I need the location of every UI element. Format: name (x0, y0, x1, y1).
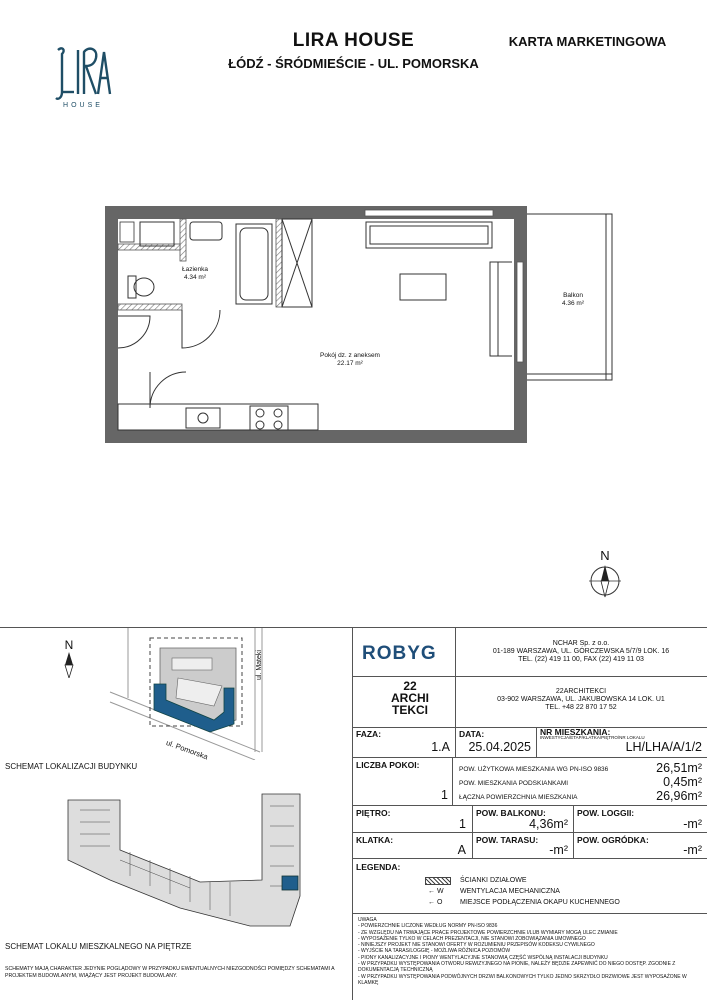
divider (472, 805, 473, 858)
data-value: 25.04.2025 (468, 740, 531, 754)
total-area-label: ŁĄCZNA POWIERZCHNIA MIESZKANIA (459, 794, 578, 801)
staircase-value: A (457, 843, 466, 857)
floor-schema-caption: SCHEMAT LOKALU MIESZKALNEGO NA PIĘTRZE (5, 942, 192, 951)
hood-connection-icon: ← O (428, 899, 443, 906)
faza-label: FAZA: (356, 729, 382, 739)
street-label-mateki: ul. Mateki (256, 650, 263, 680)
architect-logo-line-2: ARCHI (391, 691, 429, 705)
divider (455, 727, 456, 757)
north-arrow-icon (587, 548, 623, 604)
architect-address: 03-902 WARSZAWA, UL. JAKUBOWSKA 14 LOK. U1 (497, 696, 665, 703)
location-caption: SCHEMAT LOKALIZACJI BUDYNKU (5, 762, 138, 771)
garden-area-value: -m² (683, 843, 702, 857)
street-label-pomorska: ul. Pomorska (164, 738, 210, 762)
room-living-area: 22.17 m² (337, 360, 363, 367)
notes-line: - NINIEJSZY PROJEKT NIE STANOWI OFERTY W ROZUMIENIU PRZEPISÓW KODEKSU CYWILNEGO (358, 942, 595, 949)
usable-area-value: 26,51m² (656, 761, 702, 775)
ventilation-icon: ← W (428, 888, 444, 895)
notes-line: - PIONY KANALIZACYJNE I PIONY WENTYLACYJNE STANOWIĄ CZĘŚĆ WSPÓLNĄ INSTALACJI BUDYNKU (358, 954, 608, 961)
developer-phone: TEL. (22) 419 11 00, FAX (22) 419 11 03 (518, 656, 644, 663)
location-north-arrow-icon (62, 638, 76, 682)
notes-line: - WYPOSAŻENIE TYLKO W CELACH PREZENTACJI, NIE STANOWI ZOBOWIĄZANIA UMOWNEGO (358, 935, 586, 942)
partition-wall-icon (425, 877, 451, 885)
data-label: DATA: (459, 729, 485, 739)
developer-name: NCHAR Sp. z o.o. (552, 640, 610, 647)
divider (352, 805, 707, 806)
faza-value: 1.A (431, 740, 450, 754)
divider (352, 832, 707, 833)
nr-sublabel: INWESTYCJA/ETAP/KLATKA/PIĘTRO/NR LOKALU (540, 735, 645, 740)
floor-schema-map (0, 776, 352, 932)
notes-title: UWAGA (358, 917, 377, 923)
notes-line: - POWIERZCHNIE LICZONE WEDŁUG NORMY PN-ISO 9836 (358, 923, 498, 930)
robyg-logo: ROBYG (362, 643, 437, 664)
divider (352, 913, 707, 914)
nr-label: NR MIESZKANIA: (540, 727, 611, 737)
room-bathroom-name: Łazienka (181, 266, 209, 273)
garden-area-label: POW. OGRÓDKA: (577, 835, 649, 845)
divider (536, 727, 537, 757)
staircase-label: KLATKA: (356, 835, 394, 845)
architect-logo-line-1: 22 (403, 679, 417, 693)
notes-line: - W PRZYPADKU WYSTĘPOWANIA OTWORU REWIZYJNEGO NA PIONIE, NALEŻY BĘDZIE ZAPEWNIĆ DO NIEGO DOSTĘP. ZGODNIE Z DOKUMENTACJĄ TECHNICZNĄ (358, 961, 676, 974)
balcony-area-label: POW. BALKONU: (476, 808, 546, 818)
developer-address: 01-189 WARSZAWA, UL. GÓRCZEWSKA 5/7/9 LOK. 16 (492, 648, 670, 655)
legend-item-ventilation: WENTYLACJA MECHANICZNA (460, 888, 560, 895)
legend-title: LEGENDA: (356, 862, 401, 872)
divider (573, 805, 574, 858)
legend-item-partition: ŚCIANKI DZIAŁOWE (460, 877, 527, 884)
divider (352, 757, 707, 758)
under-slope-area-label: POW. MIESZKANIA PODSKIANKAMI (459, 780, 569, 787)
room-bathroom-area: 4.34 m² (183, 274, 207, 281)
architect-phone: TEL. +48 22 870 17 52 (545, 704, 617, 711)
room-living-name: Pokój dz. z aneksem (320, 352, 380, 359)
floor-value: 1 (459, 817, 466, 831)
nr-value: LH/LHA/A/1/2 (625, 740, 702, 754)
terrace-area-value: -m² (549, 843, 568, 857)
architect-logo (385, 680, 435, 716)
total-area-value: 26,96m² (656, 789, 702, 803)
terrace-area-label: POW. TARASU: (476, 835, 539, 845)
divider (352, 676, 707, 677)
logo-subtext: HOUSE (63, 102, 103, 109)
rooms-count-value: 1 (441, 788, 448, 802)
schema-disclaimer: SCHEMATY MAJĄ CHARAKTER JEDYNIE POGLĄDOWY W PRZYPADKU EWENTUALNYCH NIEZGODNOŚCI POMIĘDZY SCHEMATAMI A PROJEKTEM BUDOWLANYM, WIĄŻĄCY JEST PROJEKT BUDOWLANY. (5, 966, 335, 979)
project-address: ŁÓDŹ - ŚRÓDMIEŚCIE - UL. POMORSKA (228, 56, 479, 71)
divider (352, 627, 353, 1000)
architect-name: 22ARCHITEKCI (555, 688, 607, 695)
location-north-label: N (64, 638, 74, 652)
divider (452, 757, 453, 805)
divider (352, 727, 707, 728)
loggia-area-value: -m² (683, 817, 702, 831)
architect-logo-line-3: TEKCI (392, 703, 428, 717)
rooms-count-label: LICZBA POKOI: (356, 760, 420, 770)
divider (352, 858, 707, 859)
notes-block (358, 917, 703, 986)
balcony-area-value: 4,36m² (529, 817, 568, 831)
legend-item-hood: MIEJSCE PODŁĄCZENIA OKAPU KUCHENNEGO (460, 899, 620, 906)
room-balcony-area: 4.36 m² (561, 300, 585, 307)
project-title: LIRA HOUSE (292, 30, 415, 51)
notes-line: - ZE WZGLĘDU NA TRWAJĄCE PRACE PROJEKTOWE POWIERZCHNIE I/LUB WYMIARY MOGĄ ULEC ZMIANIE (358, 929, 618, 936)
card-type: KARTA MARKETINGOWA (508, 34, 667, 49)
loggia-area-label: POW. LOGGII: (577, 808, 635, 818)
usable-area-label: POW. UŻYTKOWA MIESZKANIA WG PN-ISO 9836 (459, 766, 609, 773)
room-balcony-name: Balkon (563, 292, 583, 299)
floor-label: PIĘTRO: (356, 808, 391, 818)
notes-line: - WYJŚCIE NA TARAS/LOGGIĘ - MOŻLIWA RÓŻNICA POZIOMÓW (358, 948, 511, 955)
notes-line: - W PRZYPADKU WYSTĘPOWANIA PODWÓJNYCH DRZWI BALKONOWYCH TYLKO JEDNO SKRZYDŁO DRZWIOWE JEST WYPOSAŻONE W KLAMKĘ (358, 973, 687, 986)
under-slope-area-value: 0,45m² (663, 775, 702, 789)
north-label: N (600, 548, 610, 563)
